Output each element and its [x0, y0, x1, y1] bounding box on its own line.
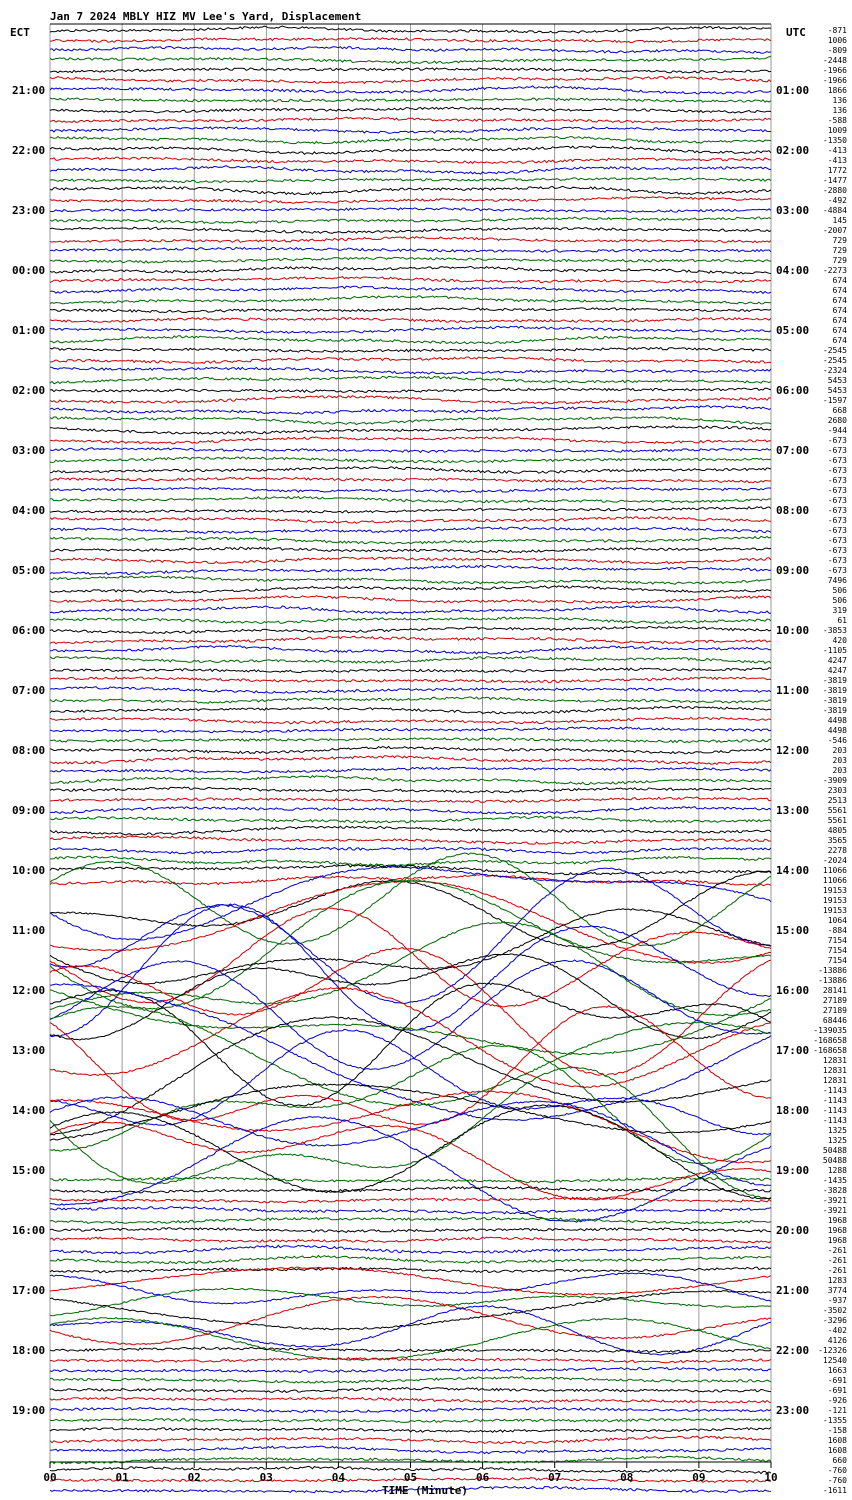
offset-label: -3819 — [822, 676, 847, 685]
offset-label: 27189 — [822, 1006, 847, 1015]
offset-label: -3828 — [822, 1186, 847, 1195]
offset-label: 5453 — [827, 386, 847, 395]
offset-label: 4247 — [827, 666, 847, 675]
left-hour-label: 10:00 — [12, 864, 46, 877]
offset-label: 136 — [832, 96, 847, 105]
offset-label: -1143 — [822, 1106, 847, 1115]
right-hour-label: 01:00 — [776, 84, 810, 97]
offset-label: 729 — [832, 256, 847, 265]
offset-label: -3502 — [822, 1306, 847, 1315]
x-tick-label: 09 — [692, 1471, 706, 1484]
offset-label: 27189 — [822, 996, 847, 1005]
right-hour-label: 12:00 — [776, 744, 810, 757]
x-tick-label: 02 — [187, 1471, 201, 1484]
right-hour-label: 03:00 — [776, 204, 810, 217]
offset-label: 729 — [832, 236, 847, 245]
offset-label: -673 — [827, 546, 847, 555]
offset-label: -413 — [827, 156, 847, 165]
offset-label: 1283 — [827, 1276, 847, 1285]
offset-label: -2324 — [822, 366, 847, 375]
offset-label: 506 — [832, 586, 847, 595]
offset-label: 7154 — [827, 956, 847, 965]
left-hour-label: 06:00 — [12, 624, 46, 637]
left-hour-label: 00:00 — [12, 264, 46, 277]
offset-label: 674 — [832, 306, 847, 315]
offset-label: -760 — [827, 1476, 847, 1485]
right-hour-label: 10:00 — [776, 624, 810, 637]
offset-label: 136 — [832, 106, 847, 115]
left-timezone-label: ECT — [10, 26, 30, 39]
offset-label: -1435 — [822, 1176, 847, 1185]
left-hour-label: 11:00 — [12, 924, 46, 937]
right-hour-label: 17:00 — [776, 1044, 810, 1057]
offset-label: 12831 — [822, 1076, 847, 1085]
offset-label: -3296 — [822, 1316, 847, 1325]
offset-label: 1608 — [827, 1436, 847, 1445]
right-hour-label: 19:00 — [776, 1164, 810, 1177]
right-hour-label: 21:00 — [776, 1284, 810, 1297]
offset-label: -158 — [827, 1426, 847, 1435]
right-hour-label: 15:00 — [776, 924, 810, 937]
x-tick-label: 04 — [331, 1471, 346, 1484]
offset-label: 420 — [832, 636, 847, 645]
left-hour-label: 05:00 — [12, 564, 46, 577]
left-hour-label: 07:00 — [12, 684, 46, 697]
offset-label: 660 — [832, 1456, 847, 1465]
left-hour-labels — [12, 84, 45, 1417]
offset-label: -3921 — [822, 1196, 847, 1205]
offset-label: -1143 — [822, 1086, 847, 1095]
offset-label: -809 — [827, 46, 847, 55]
right-hour-label: 09:00 — [776, 564, 810, 577]
offset-label: 7154 — [827, 936, 847, 945]
left-hour-label: 09:00 — [12, 804, 46, 817]
offset-label: 1325 — [827, 1136, 847, 1145]
offset-label: -2007 — [822, 226, 847, 235]
x-tick-label: 07 — [548, 1471, 562, 1484]
left-hour-label: 21:00 — [12, 84, 46, 97]
offset-label: 61 — [837, 616, 847, 625]
offset-label: -1597 — [822, 396, 847, 405]
offset-label: 4498 — [827, 716, 847, 725]
offset-label: 1772 — [827, 166, 847, 175]
offset-label: -2024 — [822, 856, 847, 865]
right-hour-label: 23:00 — [776, 1404, 810, 1417]
offset-label: -546 — [827, 736, 847, 745]
offset-label: -673 — [827, 436, 847, 445]
offset-label: 674 — [832, 326, 847, 335]
offset-label: -760 — [827, 1466, 847, 1475]
chart-title: Jan 7 2024 MBLY HIZ MV Lee's Yard, Displacement — [50, 10, 362, 23]
left-hour-label: 23:00 — [12, 204, 46, 217]
offset-label: -121 — [827, 1406, 847, 1415]
offset-label: 68446 — [822, 1016, 847, 1025]
offset-label: -871 — [827, 26, 847, 35]
offset-label: -673 — [827, 456, 847, 465]
left-hour-label: 13:00 — [12, 1044, 46, 1057]
offset-label: -168658 — [813, 1046, 847, 1055]
offset-label: 203 — [832, 746, 847, 755]
offset-label: 1663 — [827, 1366, 847, 1375]
offset-label: -1966 — [822, 76, 847, 85]
offset-label: 50488 — [822, 1156, 847, 1165]
offset-label: 2680 — [827, 416, 847, 425]
offset-label: -673 — [827, 446, 847, 455]
offset-label: 1009 — [827, 126, 847, 135]
right-hour-label: 04:00 — [776, 264, 810, 277]
offset-label: 1288 — [827, 1166, 847, 1175]
offset-label: 506 — [832, 596, 847, 605]
offset-label: -402 — [827, 1326, 847, 1335]
x-tick-label: 08 — [620, 1471, 634, 1484]
x-axis-label: TIME (Minute) — [381, 1484, 469, 1497]
offset-label: 729 — [832, 246, 847, 255]
offset-label: -2273 — [822, 266, 847, 275]
x-tick-label: 06 — [475, 1471, 490, 1484]
offset-label: 7154 — [827, 946, 847, 955]
offset-label: -884 — [827, 926, 847, 935]
offset-label: 1968 — [827, 1226, 847, 1235]
offset-label: -1105 — [822, 646, 847, 655]
offset-label: -673 — [827, 556, 847, 565]
offset-label: -673 — [827, 516, 847, 525]
offset-label: -139035 — [813, 1026, 847, 1035]
offset-label: -1143 — [822, 1116, 847, 1125]
offset-label: -168658 — [813, 1036, 847, 1045]
offset-label: 3774 — [827, 1286, 847, 1295]
offset-label: -1350 — [822, 136, 847, 145]
offset-label: 674 — [832, 286, 847, 295]
right-hour-labels — [776, 84, 809, 1417]
left-hour-label: 16:00 — [12, 1224, 46, 1237]
offset-label: 12831 — [822, 1066, 847, 1075]
offset-label: -261 — [827, 1256, 847, 1265]
left-hour-label: 15:00 — [12, 1164, 46, 1177]
offset-label: 1866 — [827, 86, 847, 95]
offset-label: 1006 — [827, 36, 847, 45]
offset-label: 674 — [832, 316, 847, 325]
left-hour-label: 14:00 — [12, 1104, 46, 1117]
x-tick-label: 03 — [259, 1471, 273, 1484]
offset-label: 1325 — [827, 1126, 847, 1135]
offset-label: 19153 — [822, 906, 847, 915]
left-hour-label: 17:00 — [12, 1284, 46, 1297]
offset-label: -2545 — [822, 346, 847, 355]
left-hour-label: 12:00 — [12, 984, 46, 997]
offset-label: 668 — [832, 406, 847, 415]
x-tick-label: 00 — [43, 1471, 57, 1484]
offset-label: 12831 — [822, 1056, 847, 1065]
offset-label: 4498 — [827, 726, 847, 735]
right-hour-label: 18:00 — [776, 1104, 810, 1117]
left-hour-label: 19:00 — [12, 1404, 46, 1417]
offset-label: 4247 — [827, 656, 847, 665]
offset-label: 11066 — [822, 866, 847, 875]
offset-label: 28141 — [822, 986, 847, 995]
right-hour-label: 13:00 — [776, 804, 810, 817]
offset-label: -588 — [827, 116, 847, 125]
offset-label: 1968 — [827, 1216, 847, 1225]
offset-label: 5561 — [827, 806, 847, 815]
left-hour-label: 02:00 — [12, 384, 46, 397]
offset-label: 11066 — [822, 876, 847, 885]
offset-label: 145 — [832, 216, 847, 225]
offset-label: -926 — [827, 1396, 847, 1405]
offset-label: 1968 — [827, 1236, 847, 1245]
right-hour-label: 14:00 — [776, 864, 810, 877]
offset-label: -1966 — [822, 66, 847, 75]
offset-label: 7496 — [827, 576, 847, 585]
offset-label: -3819 — [822, 686, 847, 695]
left-hour-label: 18:00 — [12, 1344, 46, 1357]
offset-label: 2513 — [827, 796, 847, 805]
left-hour-label: 08:00 — [12, 744, 46, 757]
offset-label: -1143 — [822, 1096, 847, 1105]
offset-label: -673 — [827, 476, 847, 485]
offset-label: -1477 — [822, 176, 847, 185]
offset-label: 674 — [832, 336, 847, 345]
offset-label: -2545 — [822, 356, 847, 365]
offset-label: -261 — [827, 1246, 847, 1255]
offset-label: 319 — [832, 606, 847, 615]
right-hour-label: 06:00 — [776, 384, 810, 397]
offset-label: -3909 — [822, 776, 847, 785]
offset-label: 2303 — [827, 786, 847, 795]
offset-label: -2880 — [822, 186, 847, 195]
x-tick-label: 01 — [115, 1471, 129, 1484]
offset-label: -1355 — [822, 1416, 847, 1425]
offset-label: -3819 — [822, 706, 847, 715]
left-hour-label: 03:00 — [12, 444, 46, 457]
offset-label: -691 — [827, 1386, 847, 1395]
right-hour-label: 02:00 — [776, 144, 810, 157]
x-tick-label: 05 — [403, 1471, 418, 1484]
left-hour-label: 01:00 — [12, 324, 46, 337]
offset-label: -3819 — [822, 696, 847, 705]
offset-label: 1064 — [827, 916, 847, 925]
offset-label: 5561 — [827, 816, 847, 825]
offset-label: -673 — [827, 526, 847, 535]
offset-label: -673 — [827, 506, 847, 515]
x-tick-label: 10 — [764, 1471, 778, 1484]
trace-offset-labels — [813, 26, 847, 1495]
offset-label: -944 — [827, 426, 847, 435]
offset-label: -261 — [827, 1266, 847, 1275]
offset-label: 1608 — [827, 1446, 847, 1455]
left-hour-label: 04:00 — [12, 504, 46, 517]
offset-label: -3853 — [822, 626, 847, 635]
right-hour-label: 16:00 — [776, 984, 810, 997]
offset-label: 674 — [832, 296, 847, 305]
offset-label: 4126 — [827, 1336, 847, 1345]
offset-label: -12326 — [818, 1346, 847, 1355]
right-hour-label: 07:00 — [776, 444, 810, 457]
offset-label: -13886 — [818, 966, 847, 975]
offset-label: 19153 — [822, 896, 847, 905]
offset-label: 203 — [832, 756, 847, 765]
offset-label: 50488 — [822, 1146, 847, 1155]
offset-label: -2448 — [822, 56, 847, 65]
right-hour-label: 05:00 — [776, 324, 810, 337]
offset-label: -937 — [827, 1296, 847, 1305]
offset-label: -1611 — [822, 1486, 847, 1495]
offset-label: -3921 — [822, 1206, 847, 1215]
offset-label: -413 — [827, 146, 847, 155]
offset-label: 203 — [832, 766, 847, 775]
offset-label: 12540 — [822, 1356, 847, 1365]
right-hour-label: 08:00 — [776, 504, 810, 517]
offset-label: 19153 — [822, 886, 847, 895]
offset-label: 3565 — [827, 836, 847, 845]
offset-label: 4805 — [827, 826, 847, 835]
left-hour-label: 22:00 — [12, 144, 46, 157]
right-hour-label: 22:00 — [776, 1344, 810, 1357]
offset-label: -13886 — [818, 976, 847, 985]
offset-label: 5453 — [827, 376, 847, 385]
vertical-gridlines — [50, 24, 771, 1462]
right-timezone-label: UTC — [786, 26, 806, 39]
right-hour-label: 20:00 — [776, 1224, 810, 1237]
offset-label: -691 — [827, 1376, 847, 1385]
offset-label: -673 — [827, 566, 847, 575]
right-hour-label: 11:00 — [776, 684, 810, 697]
offset-label: -673 — [827, 536, 847, 545]
offset-label: -673 — [827, 486, 847, 495]
offset-label: -673 — [827, 496, 847, 505]
offset-label: 2278 — [827, 846, 847, 855]
offset-label: -492 — [827, 196, 847, 205]
offset-label: 674 — [832, 276, 847, 285]
offset-label: -673 — [827, 466, 847, 475]
offset-label: -4884 — [822, 206, 847, 215]
